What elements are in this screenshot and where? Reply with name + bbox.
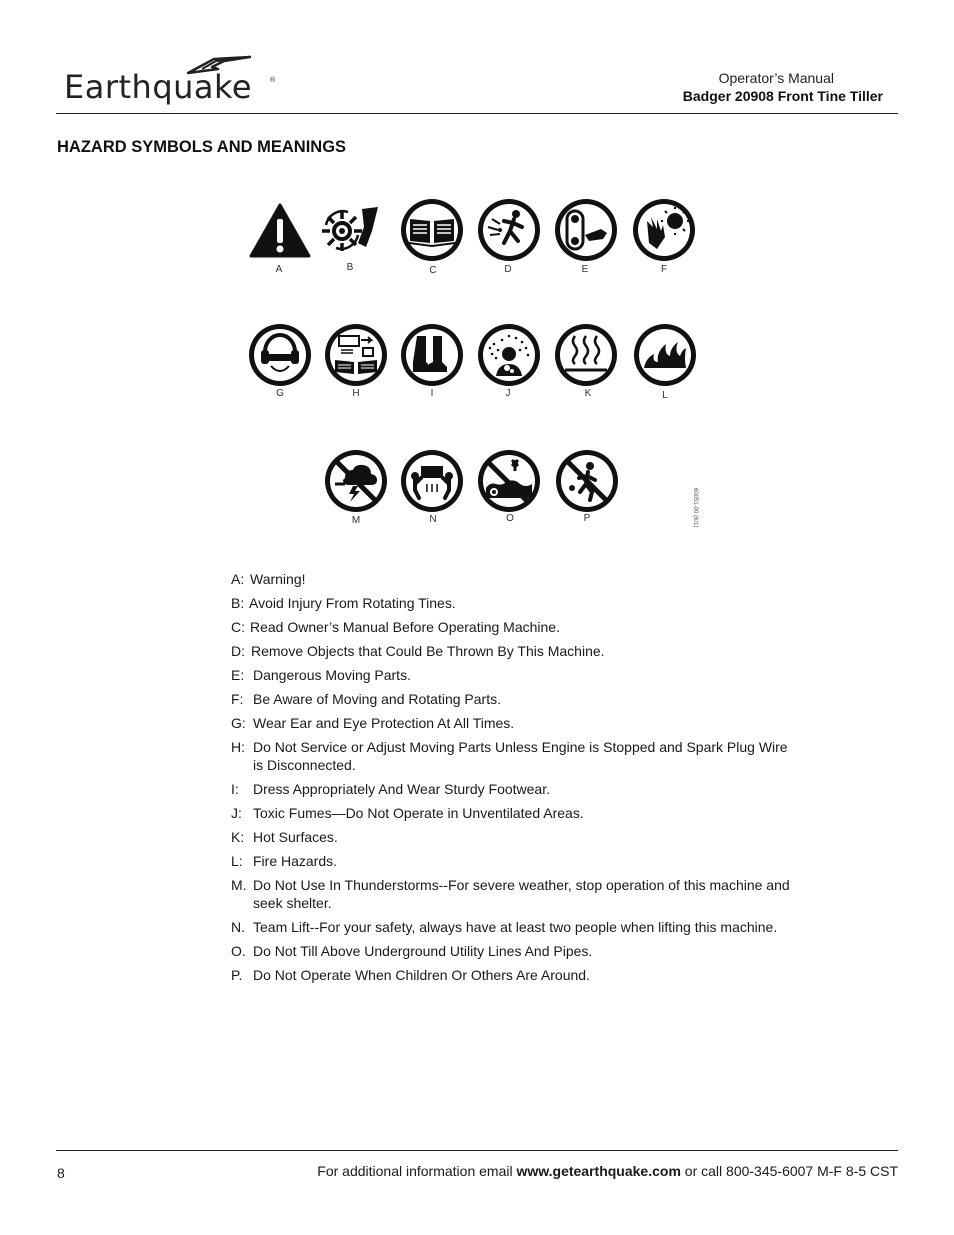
legend-item xyxy=(231,942,791,960)
legend-key: K: xyxy=(231,829,245,845)
legend-item xyxy=(231,714,791,732)
symbol-letter: M xyxy=(351,515,361,526)
legend-item xyxy=(231,690,791,708)
page-header xyxy=(56,55,898,114)
page-footer xyxy=(56,1150,898,1181)
legend-item xyxy=(231,780,791,798)
legend-key: F: xyxy=(231,691,244,707)
legend-text: Team Lift--For your safety, always have at least two people when lifting this machine. xyxy=(253,919,778,935)
website-link[interactable]: www.getearthquake.com xyxy=(516,1163,681,1179)
legend-text: Read Owner’s Manual Before Operating Machine. xyxy=(250,619,560,635)
logo-wordmark: Earthquake xyxy=(64,68,253,106)
legend-key: H: xyxy=(231,739,245,755)
symbol-letter: O xyxy=(506,513,514,524)
page-number: 8 xyxy=(57,1165,65,1181)
symbol-letter: H xyxy=(352,388,360,399)
legend-item xyxy=(231,618,791,636)
legend-text: Warning! xyxy=(250,571,306,587)
footer-text-after: or call 800-345-6007 M-F 8-5 CST xyxy=(680,1163,898,1179)
legend-key: L: xyxy=(231,853,243,869)
symbol-letter: D xyxy=(504,264,512,275)
section-title: HAZARD SYMBOLS AND MEANINGS xyxy=(57,138,347,156)
legend-key: C: xyxy=(231,619,245,635)
symbol-letter: P xyxy=(583,513,591,524)
symbol-letter: E xyxy=(581,264,589,275)
legend-text: Wear Ear and Eye Protection At All Times. xyxy=(253,715,515,731)
symbol-letter: A xyxy=(275,264,283,275)
boots-icon xyxy=(399,322,465,388)
legend-text: Do Not Till Above Underground Utility Lines And Pipes. xyxy=(253,943,593,959)
legend-key: E: xyxy=(231,667,245,683)
legend-text: Be Aware of Moving and Rotating Parts. xyxy=(253,691,501,707)
symbol-letter: L xyxy=(662,390,668,401)
legend-item xyxy=(231,828,791,846)
earthquake-logo xyxy=(64,55,278,111)
symbol-letter: K xyxy=(584,388,592,399)
read-manual-icon xyxy=(399,197,465,263)
service-manual-icon xyxy=(323,322,389,388)
symbol-letter: F xyxy=(660,264,668,275)
no-children-icon xyxy=(554,448,620,514)
symbol-letter: B xyxy=(346,262,354,273)
symbol-letter: I xyxy=(430,388,434,399)
legend-text: Remove Objects that Could Be Thrown By This Machine. xyxy=(251,643,605,659)
legend-key: I: xyxy=(231,781,239,797)
legend-item xyxy=(231,804,791,822)
no-dig-utility-lines-icon xyxy=(476,448,542,514)
thrown-objects-icon xyxy=(476,197,542,263)
legend-key: P. xyxy=(231,967,243,983)
legend-key: G: xyxy=(231,715,246,731)
footer-text-before: For additional information email xyxy=(317,1163,517,1179)
legend-text: Hot Surfaces. xyxy=(253,829,338,845)
hazard-legend xyxy=(231,570,791,990)
ear-eye-protection-icon xyxy=(247,322,313,388)
legend-item xyxy=(231,642,791,660)
legend-key: B: xyxy=(231,595,245,611)
symbol-letter: G xyxy=(276,388,284,399)
legend-text: Do Not Operate When Children Or Others Are Around. xyxy=(253,967,590,983)
legend-text: Do Not Use In Thunderstorms--For severe weather, stop operation of this machine and seek shelter. xyxy=(253,877,790,911)
symbol-letter: J xyxy=(505,388,511,399)
legend-text: Dress Appropriately And Wear Sturdy Footwear. xyxy=(253,781,550,797)
legend-item xyxy=(231,666,791,684)
legend-text: Dangerous Moving Parts. xyxy=(253,667,411,683)
legend-key: D: xyxy=(231,643,245,659)
fire-icon xyxy=(632,322,698,388)
legend-text: Avoid Injury From Rotating Tines. xyxy=(249,595,456,611)
symbol-letter: N xyxy=(429,514,437,525)
legend-key: O. xyxy=(231,943,246,959)
legend-item xyxy=(231,918,791,936)
symbol-letter: C xyxy=(429,265,437,276)
team-lift-icon xyxy=(399,448,465,514)
no-thunderstorm-icon xyxy=(323,448,389,514)
warning-triangle-icon xyxy=(247,197,313,263)
legend-key: M. xyxy=(231,877,247,893)
legend-key: J: xyxy=(231,805,242,821)
legend-text: Fire Hazards. xyxy=(253,853,338,869)
registered-mark: ® xyxy=(270,77,276,84)
legend-item xyxy=(231,594,791,612)
legend-key: A: xyxy=(231,571,245,587)
footer-contact xyxy=(317,1163,898,1179)
legend-item xyxy=(231,966,791,984)
manual-title: Operator’s Manual xyxy=(718,70,834,86)
part-number: 60051-00 (6/1) xyxy=(692,488,698,528)
legend-key: N. xyxy=(231,919,245,935)
legend-item xyxy=(231,852,791,870)
legend-text: Do Not Service or Adjust Moving Parts Unless Engine is Stopped and Spark Plug Wire is Disconnected. xyxy=(253,739,788,773)
legend-item xyxy=(231,570,791,588)
legend-item xyxy=(231,738,791,774)
hot-surface-icon xyxy=(553,322,619,388)
rotating-tines-icon xyxy=(318,197,384,263)
product-title: Badger 20908 Front Tine Tiller xyxy=(682,88,883,104)
toxic-fumes-icon xyxy=(476,322,542,388)
legend-text: Toxic Fumes—Do Not Operate in Unventilated Areas. xyxy=(253,805,584,821)
moving-parts-icon xyxy=(553,197,619,263)
rotating-parts-hand-icon xyxy=(631,197,697,263)
legend-item xyxy=(231,876,791,912)
